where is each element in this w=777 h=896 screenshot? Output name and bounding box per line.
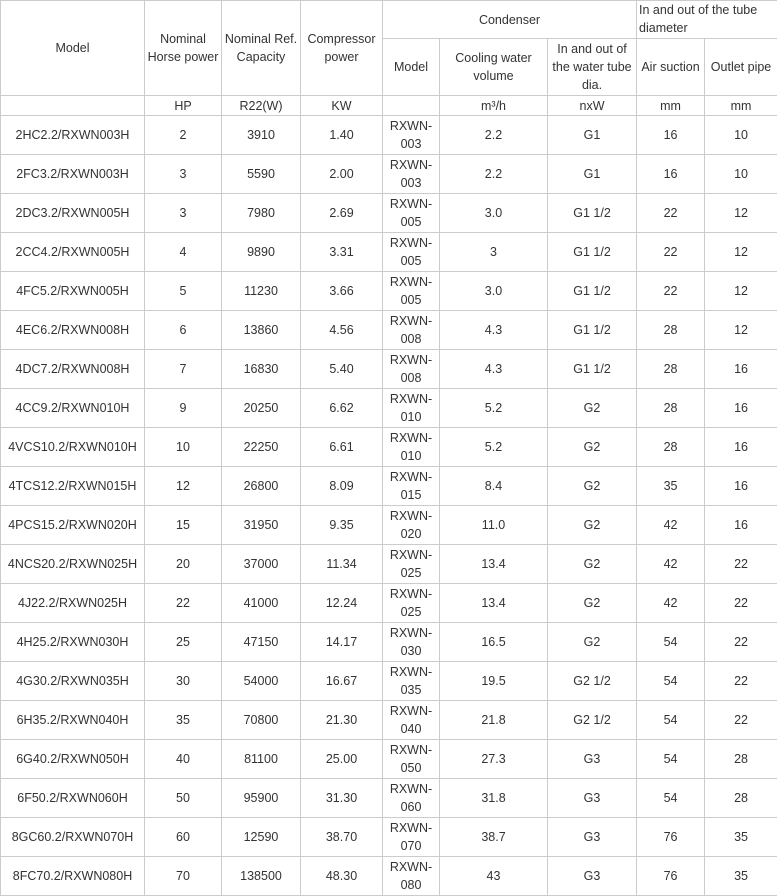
- cell-model: 4PCS15.2/RXWN020H: [1, 506, 145, 545]
- cell-outlet-pipe: 12: [705, 194, 777, 233]
- cell-capacity: 12590: [222, 818, 301, 857]
- cell-capacity: 31950: [222, 506, 301, 545]
- table-row: [1, 779, 777, 818]
- table-row: [1, 116, 777, 155]
- cell-air-suction: 42: [637, 545, 705, 584]
- cell-capacity: 20250: [222, 389, 301, 428]
- table-row: [1, 350, 777, 389]
- cell-horse-power: 2: [145, 116, 222, 155]
- cell-air-suction: 35: [637, 467, 705, 506]
- cell-outlet-pipe: 16: [705, 350, 777, 389]
- cell-horse-power: 3: [145, 194, 222, 233]
- cell-air-suction: 22: [637, 272, 705, 311]
- header-model: Model: [1, 1, 145, 96]
- cell-compressor-power: 48.30: [301, 857, 383, 896]
- cell-cooling-water: 3: [440, 233, 548, 272]
- cell-cooling-water: 4.3: [440, 350, 548, 389]
- cell-cooling-water: 31.8: [440, 779, 548, 818]
- cell-air-suction: 22: [637, 194, 705, 233]
- cell-water-tube: G1: [548, 116, 637, 155]
- cell-air-suction: 22: [637, 233, 705, 272]
- cell-water-tube: G3: [548, 857, 637, 896]
- cell-horse-power: 4: [145, 233, 222, 272]
- cell-outlet-pipe: 22: [705, 623, 777, 662]
- table-row: [1, 584, 777, 623]
- table-row: [1, 155, 777, 194]
- units-row: [1, 96, 777, 116]
- cell-water-tube: G2 1/2: [548, 662, 637, 701]
- cell-water-tube: G2: [548, 428, 637, 467]
- cell-condenser-model: RXWN-005: [383, 272, 440, 311]
- header-condenser: Condenser: [383, 1, 637, 39]
- cell-cooling-water: 8.4: [440, 467, 548, 506]
- cell-horse-power: 5: [145, 272, 222, 311]
- cell-condenser-model: RXWN-030: [383, 623, 440, 662]
- cell-capacity: 3910: [222, 116, 301, 155]
- cell-compressor-power: 3.31: [301, 233, 383, 272]
- cell-condenser-model: RXWN-020: [383, 506, 440, 545]
- unit-water-volume: m³/h: [440, 96, 548, 116]
- cell-compressor-power: 3.66: [301, 272, 383, 311]
- cell-model: 4EC6.2/RXWN008H: [1, 311, 145, 350]
- table-row: [1, 545, 777, 584]
- cell-air-suction: 28: [637, 311, 705, 350]
- cell-horse-power: 40: [145, 740, 222, 779]
- table-row: [1, 740, 777, 779]
- cell-compressor-power: 2.00: [301, 155, 383, 194]
- table-row: [1, 389, 777, 428]
- cell-compressor-power: 21.30: [301, 701, 383, 740]
- header-water-tube: In and out of the water tube dia.: [548, 39, 637, 96]
- cell-condenser-model: RXWN-005: [383, 233, 440, 272]
- unit-power: KW: [301, 96, 383, 116]
- cell-capacity: 95900: [222, 779, 301, 818]
- cell-compressor-power: 8.09: [301, 467, 383, 506]
- header-cooling-water: Cooling water volume: [440, 39, 548, 96]
- cell-water-tube: G3: [548, 818, 637, 857]
- cell-air-suction: 54: [637, 701, 705, 740]
- cell-cooling-water: 19.5: [440, 662, 548, 701]
- table-row: [1, 428, 777, 467]
- cell-horse-power: 7: [145, 350, 222, 389]
- unit-outlet-pipe: mm: [705, 96, 777, 116]
- cell-model: 2CC4.2/RXWN005H: [1, 233, 145, 272]
- cell-model: 4TCS12.2/RXWN015H: [1, 467, 145, 506]
- cell-water-tube: G1 1/2: [548, 194, 637, 233]
- cell-capacity: 11230: [222, 272, 301, 311]
- cell-water-tube: G1 1/2: [548, 233, 637, 272]
- unit-capacity: R22(W): [222, 96, 301, 116]
- cell-outlet-pipe: 22: [705, 584, 777, 623]
- cell-compressor-power: 5.40: [301, 350, 383, 389]
- cell-horse-power: 6: [145, 311, 222, 350]
- header-tube-diameter: In and out of the tube diameter: [637, 1, 777, 39]
- cell-cooling-water: 4.3: [440, 311, 548, 350]
- cell-capacity: 47150: [222, 623, 301, 662]
- cell-water-tube: G1 1/2: [548, 311, 637, 350]
- cell-model: 4G30.2/RXWN035H: [1, 662, 145, 701]
- cell-water-tube: G2: [548, 467, 637, 506]
- cell-outlet-pipe: 16: [705, 389, 777, 428]
- cell-water-tube: G2: [548, 389, 637, 428]
- cell-model: 4NCS20.2/RXWN025H: [1, 545, 145, 584]
- cell-air-suction: 54: [637, 779, 705, 818]
- cell-outlet-pipe: 12: [705, 272, 777, 311]
- cell-compressor-power: 25.00: [301, 740, 383, 779]
- cell-cooling-water: 3.0: [440, 194, 548, 233]
- cell-condenser-model: RXWN-060: [383, 779, 440, 818]
- cell-compressor-power: 11.34: [301, 545, 383, 584]
- header-compressor-power: Compressor power: [301, 1, 383, 96]
- cell-condenser-model: RXWN-003: [383, 116, 440, 155]
- header-row-top: [1, 1, 777, 39]
- cell-air-suction: 76: [637, 818, 705, 857]
- cell-cooling-water: 11.0: [440, 506, 548, 545]
- cell-water-tube: G2: [548, 506, 637, 545]
- cell-model: 6H35.2/RXWN040H: [1, 701, 145, 740]
- cell-condenser-model: RXWN-008: [383, 311, 440, 350]
- cell-condenser-model: RXWN-035: [383, 662, 440, 701]
- cell-model: 2HC2.2/RXWN003H: [1, 116, 145, 155]
- cell-air-suction: 16: [637, 116, 705, 155]
- unit-cond-model-blank: [383, 96, 440, 116]
- cell-capacity: 81100: [222, 740, 301, 779]
- cell-compressor-power: 12.24: [301, 584, 383, 623]
- cell-air-suction: 42: [637, 584, 705, 623]
- cell-model: 4DC7.2/RXWN008H: [1, 350, 145, 389]
- table-row: [1, 506, 777, 545]
- cell-capacity: 22250: [222, 428, 301, 467]
- cell-horse-power: 60: [145, 818, 222, 857]
- table-body: [1, 116, 777, 896]
- cell-outlet-pipe: 35: [705, 818, 777, 857]
- cell-horse-power: 12: [145, 467, 222, 506]
- cell-outlet-pipe: 16: [705, 506, 777, 545]
- cell-air-suction: 16: [637, 155, 705, 194]
- cell-condenser-model: RXWN-025: [383, 584, 440, 623]
- cell-capacity: 26800: [222, 467, 301, 506]
- cell-capacity: 138500: [222, 857, 301, 896]
- cell-condenser-model: RXWN-015: [383, 467, 440, 506]
- cell-outlet-pipe: 28: [705, 740, 777, 779]
- unit-model-blank: [1, 96, 145, 116]
- header-ref-capacity: Nominal Ref. Capacity: [222, 1, 301, 96]
- cell-compressor-power: 4.56: [301, 311, 383, 350]
- table-row: [1, 467, 777, 506]
- cell-horse-power: 20: [145, 545, 222, 584]
- cell-condenser-model: RXWN-003: [383, 155, 440, 194]
- cell-capacity: 41000: [222, 584, 301, 623]
- cell-outlet-pipe: 22: [705, 545, 777, 584]
- cell-horse-power: 25: [145, 623, 222, 662]
- cell-horse-power: 3: [145, 155, 222, 194]
- table-row: [1, 623, 777, 662]
- cell-outlet-pipe: 22: [705, 701, 777, 740]
- cell-horse-power: 15: [145, 506, 222, 545]
- cell-capacity: 13860: [222, 311, 301, 350]
- table-row: [1, 272, 777, 311]
- cell-condenser-model: RXWN-040: [383, 701, 440, 740]
- cell-air-suction: 28: [637, 428, 705, 467]
- cell-outlet-pipe: 16: [705, 467, 777, 506]
- cell-cooling-water: 27.3: [440, 740, 548, 779]
- cell-air-suction: 28: [637, 389, 705, 428]
- cell-model: 4CC9.2/RXWN010H: [1, 389, 145, 428]
- cell-outlet-pipe: 12: [705, 233, 777, 272]
- cell-cooling-water: 3.0: [440, 272, 548, 311]
- cell-horse-power: 35: [145, 701, 222, 740]
- cell-condenser-model: RXWN-080: [383, 857, 440, 896]
- cell-air-suction: 54: [637, 662, 705, 701]
- cell-outlet-pipe: 35: [705, 857, 777, 896]
- cell-condenser-model: RXWN-005: [383, 194, 440, 233]
- cell-compressor-power: 31.30: [301, 779, 383, 818]
- cell-cooling-water: 43: [440, 857, 548, 896]
- cell-model: 8FC70.2/RXWN080H: [1, 857, 145, 896]
- cell-air-suction: 76: [637, 857, 705, 896]
- cell-water-tube: G2: [548, 623, 637, 662]
- cell-horse-power: 10: [145, 428, 222, 467]
- cell-compressor-power: 9.35: [301, 506, 383, 545]
- cell-compressor-power: 38.70: [301, 818, 383, 857]
- cell-condenser-model: RXWN-070: [383, 818, 440, 857]
- unit-air-suction: mm: [637, 96, 705, 116]
- cell-outlet-pipe: 16: [705, 428, 777, 467]
- cell-air-suction: 54: [637, 740, 705, 779]
- cell-horse-power: 30: [145, 662, 222, 701]
- cell-condenser-model: RXWN-050: [383, 740, 440, 779]
- cell-cooling-water: 16.5: [440, 623, 548, 662]
- cell-model: 4FC5.2/RXWN005H: [1, 272, 145, 311]
- table-row: [1, 662, 777, 701]
- cell-cooling-water: 2.2: [440, 155, 548, 194]
- table-row: [1, 311, 777, 350]
- cell-capacity: 5590: [222, 155, 301, 194]
- table-row: [1, 233, 777, 272]
- cell-water-tube: G1 1/2: [548, 272, 637, 311]
- cell-condenser-model: RXWN-010: [383, 389, 440, 428]
- cell-air-suction: 42: [637, 506, 705, 545]
- cell-water-tube: G2: [548, 584, 637, 623]
- cell-model: 4H25.2/RXWN030H: [1, 623, 145, 662]
- cell-model: 8GC60.2/RXWN070H: [1, 818, 145, 857]
- cell-water-tube: G2: [548, 545, 637, 584]
- header-air-suction: Air suction: [637, 39, 705, 96]
- cell-cooling-water: 21.8: [440, 701, 548, 740]
- cell-model: 2DC3.2/RXWN005H: [1, 194, 145, 233]
- cell-model: 6G40.2/RXWN050H: [1, 740, 145, 779]
- cell-cooling-water: 38.7: [440, 818, 548, 857]
- cell-outlet-pipe: 10: [705, 155, 777, 194]
- cell-water-tube: G2 1/2: [548, 701, 637, 740]
- cell-cooling-water: 13.4: [440, 584, 548, 623]
- cell-compressor-power: 6.61: [301, 428, 383, 467]
- table-row: [1, 818, 777, 857]
- cell-air-suction: 28: [637, 350, 705, 389]
- cell-air-suction: 54: [637, 623, 705, 662]
- header-outlet-pipe: Outlet pipe: [705, 39, 777, 96]
- cell-capacity: 16830: [222, 350, 301, 389]
- unit-hp: HP: [145, 96, 222, 116]
- cell-capacity: 54000: [222, 662, 301, 701]
- table-row: [1, 857, 777, 896]
- header-horse-power: Nominal Horse power: [145, 1, 222, 96]
- cell-cooling-water: 5.2: [440, 389, 548, 428]
- unit-water-tube: nxW: [548, 96, 637, 116]
- cell-outlet-pipe: 12: [705, 311, 777, 350]
- cell-outlet-pipe: 28: [705, 779, 777, 818]
- cell-cooling-water: 2.2: [440, 116, 548, 155]
- cell-compressor-power: 1.40: [301, 116, 383, 155]
- cell-condenser-model: RXWN-010: [383, 428, 440, 467]
- cell-water-tube: G1 1/2: [548, 350, 637, 389]
- table-row: [1, 701, 777, 740]
- cell-condenser-model: RXWN-025: [383, 545, 440, 584]
- cell-water-tube: G3: [548, 779, 637, 818]
- header-condenser-model: Model: [383, 39, 440, 96]
- cell-compressor-power: 2.69: [301, 194, 383, 233]
- cell-capacity: 37000: [222, 545, 301, 584]
- cell-horse-power: 9: [145, 389, 222, 428]
- cell-outlet-pipe: 10: [705, 116, 777, 155]
- cell-compressor-power: 6.62: [301, 389, 383, 428]
- cell-capacity: 7980: [222, 194, 301, 233]
- cell-cooling-water: 13.4: [440, 545, 548, 584]
- cell-horse-power: 70: [145, 857, 222, 896]
- cell-capacity: 70800: [222, 701, 301, 740]
- cell-model: 4VCS10.2/RXWN010H: [1, 428, 145, 467]
- cell-compressor-power: 14.17: [301, 623, 383, 662]
- cell-compressor-power: 16.67: [301, 662, 383, 701]
- table-row: [1, 194, 777, 233]
- cell-outlet-pipe: 22: [705, 662, 777, 701]
- cell-capacity: 9890: [222, 233, 301, 272]
- cell-model: 6F50.2/RXWN060H: [1, 779, 145, 818]
- cell-model: 4J22.2/RXWN025H: [1, 584, 145, 623]
- cell-water-tube: G1: [548, 155, 637, 194]
- cell-horse-power: 22: [145, 584, 222, 623]
- cell-horse-power: 50: [145, 779, 222, 818]
- cell-condenser-model: RXWN-008: [383, 350, 440, 389]
- cell-water-tube: G3: [548, 740, 637, 779]
- cell-cooling-water: 5.2: [440, 428, 548, 467]
- cell-model: 2FC3.2/RXWN003H: [1, 155, 145, 194]
